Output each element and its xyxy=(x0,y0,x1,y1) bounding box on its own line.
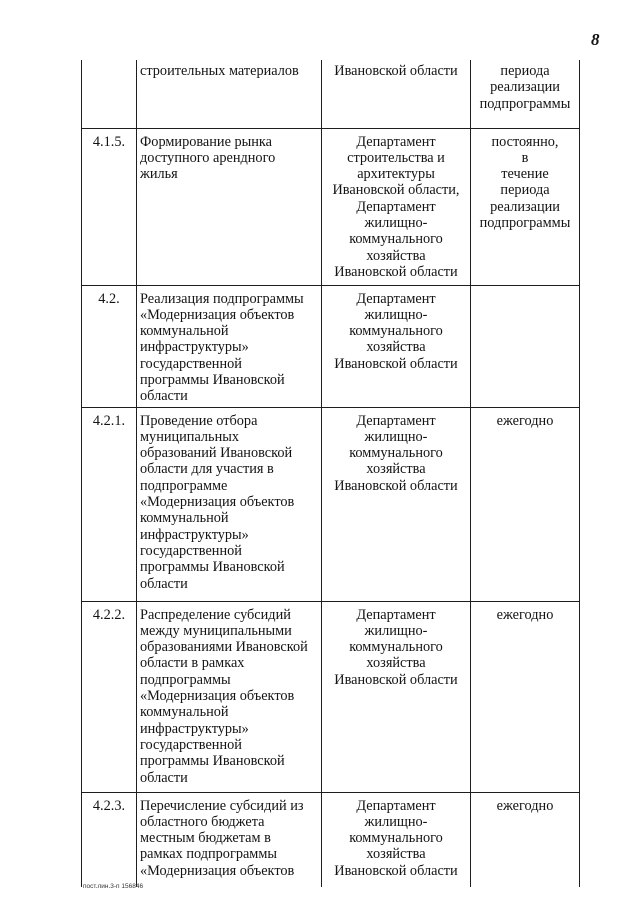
measure-name: Формирование рынка доступного арендного жилья xyxy=(137,128,322,285)
executor: Ивановской области xyxy=(322,60,471,128)
table-row xyxy=(82,407,580,601)
table-row xyxy=(82,792,580,887)
deadline: периода реализации подпрограммы xyxy=(471,60,580,128)
executor: Департамент строительства и архитектуры Ивановской области, Департамент жилищно- коммунального хозяйства Ивановской области xyxy=(322,128,471,285)
executor: Департамент жилищно- коммунального хозяйства Ивановской области xyxy=(322,601,471,792)
footer-document-code: пост.лин.3-п 156846 xyxy=(83,883,144,890)
deadline: ежегодно xyxy=(471,407,580,601)
measure-name: Распределение субсидий между муниципальными образованиями Ивановской области в рамках подпрограммы «Модернизация объектов коммунальной инфраструктуры» государственной программы Ивановской области xyxy=(137,601,322,792)
deadline: ежегодно xyxy=(471,792,580,887)
deadline: постоянно, в течение периода реализации подпрограммы xyxy=(471,128,580,285)
measure-name: строительных материалов xyxy=(137,60,322,128)
measure-name: Проведение отбора муниципальных образований Ивановской области для участия в подпрограмме «Модернизация объектов коммунальной инфраструктуры» государственной программы Ивановской области xyxy=(137,407,322,601)
deadline: ежегодно xyxy=(471,601,580,792)
item-number: 4.2.1. xyxy=(82,407,137,601)
measure-name: Перечисление субсидий из областного бюджета местным бюджетам в рамках подпрограммы «Модернизация объектов xyxy=(137,792,322,887)
table-row xyxy=(82,60,580,128)
measure-name: Реализация подпрограммы «Модернизация объектов коммунальной инфраструктуры» государственной программы Ивановской области xyxy=(137,285,322,407)
item-number: 4.2.3. xyxy=(82,792,137,887)
measures-table xyxy=(81,60,580,887)
item-number: 4.2.2. xyxy=(82,601,137,792)
executor: Департамент жилищно- коммунального хозяйства Ивановской области xyxy=(322,285,471,407)
deadline xyxy=(471,285,580,407)
table-row xyxy=(82,128,580,285)
table-row xyxy=(82,285,580,407)
page-number: 8 xyxy=(591,30,600,49)
item-number: 4.1.5. xyxy=(82,128,137,285)
executor: Департамент жилищно- коммунального хозяйства Ивановской области xyxy=(322,792,471,887)
item-number: 4.2. xyxy=(82,285,137,407)
item-number xyxy=(82,60,137,128)
table-row xyxy=(82,601,580,792)
executor: Департамент жилищно- коммунального хозяйства Ивановской области xyxy=(322,407,471,601)
